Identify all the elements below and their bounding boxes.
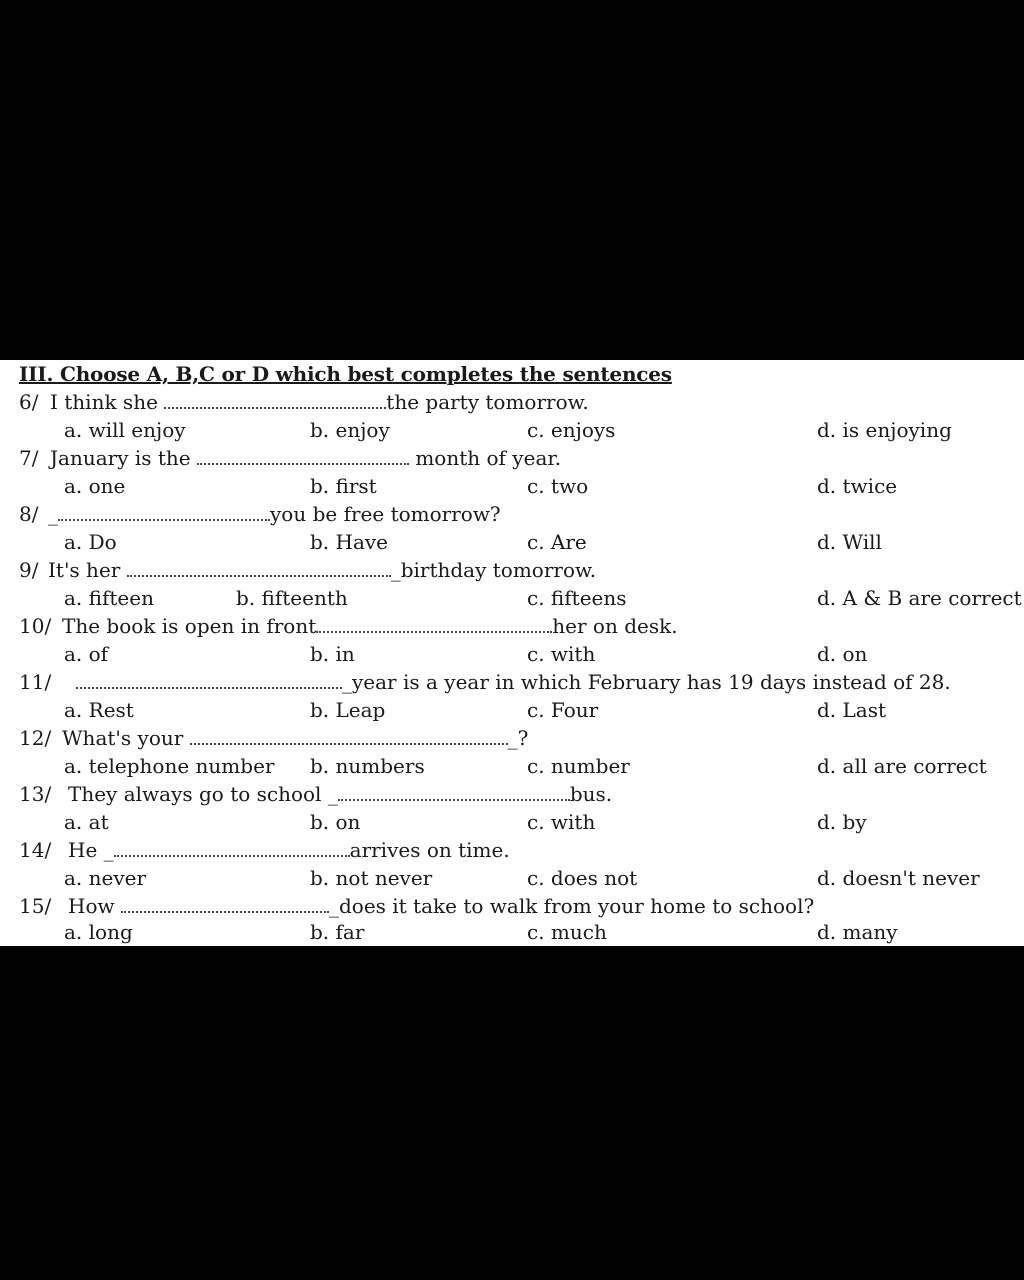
answer-blank: [338, 783, 570, 801]
option-b: b. enjoy: [310, 418, 390, 442]
option-b: b. numbers: [310, 754, 425, 778]
question-8: [0, 502, 1024, 529]
question-number: 13/: [19, 782, 52, 806]
option-b: b. not never: [310, 866, 433, 890]
question-number: 6/: [19, 390, 39, 414]
stem-after: her on desk.: [552, 614, 678, 638]
question-stem: [62, 614, 678, 638]
question-number: 8/: [19, 502, 39, 526]
stem-before: What's your: [62, 726, 184, 750]
question-12: [0, 726, 1024, 753]
stem-after: _year is a year in which February has 19 days instead of 28.: [342, 670, 951, 694]
option-b: b. Leap: [310, 698, 386, 722]
options-13: [0, 810, 1024, 837]
question-number: 11/: [19, 670, 52, 694]
option-a: a. fifteen: [64, 586, 154, 610]
option-c: c. does not: [527, 866, 638, 890]
option-d: d. Last: [817, 698, 887, 722]
stem-before: How: [68, 894, 115, 918]
stem-after: the party tomorrow.: [386, 390, 589, 414]
option-a: a. telephone number: [64, 754, 275, 778]
option-c: c. much: [527, 920, 607, 944]
option-b: b. first: [310, 474, 377, 498]
option-d: d. all are correct: [817, 754, 987, 778]
worksheet: [0, 360, 1024, 946]
question-stem: [50, 390, 589, 414]
option-a: a. at: [64, 810, 109, 834]
question-number: 14/: [19, 838, 52, 862]
question-stem: [62, 726, 528, 750]
option-d: d. doesn't never: [817, 866, 980, 890]
question-10: [0, 614, 1024, 641]
question-stem: [76, 670, 951, 694]
answer-blank: [127, 559, 391, 577]
option-b: b. Have: [310, 530, 389, 554]
question-stem: [68, 838, 510, 862]
question-stem: [48, 502, 501, 526]
stem-after: _?: [507, 726, 529, 750]
options-12: [0, 754, 1024, 781]
options-9: [0, 586, 1024, 613]
question-stem: [50, 446, 561, 470]
option-c: c. with: [527, 810, 596, 834]
stem-after: arrives on time.: [349, 838, 510, 862]
stem-before: I think she: [50, 390, 158, 414]
question-6: [0, 390, 1024, 417]
options-6: [0, 418, 1024, 445]
answer-blank: [164, 391, 386, 409]
option-a: a. Do: [64, 530, 117, 554]
option-a: a. of: [64, 642, 109, 666]
options-7: [0, 474, 1024, 501]
question-number: 10/: [19, 614, 52, 638]
answer-blank: [197, 447, 409, 465]
option-d: d. Will: [817, 530, 882, 554]
option-c: c. two: [527, 474, 589, 498]
question-number: 12/: [19, 726, 52, 750]
stem-after: _birthday tomorrow.: [390, 558, 597, 582]
options-15: [0, 920, 1024, 946]
option-a: a. Rest: [64, 698, 134, 722]
stem-before: He _: [68, 838, 114, 862]
stem-after: month of year.: [415, 446, 562, 470]
question-number: 15/: [19, 894, 52, 918]
option-d: d. twice: [817, 474, 898, 498]
option-c: c. Four: [527, 698, 599, 722]
options-8: [0, 530, 1024, 557]
option-a: a. never: [64, 866, 147, 890]
option-d: d. A & B are correct: [817, 586, 1022, 610]
question-number: 7/: [19, 446, 39, 470]
question-11: [0, 670, 1024, 697]
option-a: a. will enjoy: [64, 418, 186, 442]
question-15: [0, 894, 1024, 921]
section-title: III. Choose A, B,C or D which best completes the sentences: [19, 362, 672, 386]
option-b: b. on: [310, 810, 361, 834]
option-c: c. Are: [527, 530, 587, 554]
option-b: b. fifteenth: [236, 586, 348, 610]
option-c: c. with: [527, 642, 596, 666]
option-d: d. many: [817, 920, 898, 944]
stem-before: They always go to school _: [68, 782, 338, 806]
answer-blank: [58, 503, 270, 521]
answer-blank: [316, 615, 552, 633]
question-7: [0, 446, 1024, 473]
option-c: c. fifteens: [527, 586, 627, 610]
stem-after: bus.: [569, 782, 613, 806]
options-11: [0, 698, 1024, 725]
option-a: a. one: [64, 474, 126, 498]
option-a: a. long: [64, 920, 133, 944]
question-number: 9/: [19, 558, 39, 582]
answer-blank: [190, 727, 508, 745]
option-b: b. in: [310, 642, 355, 666]
options-14: [0, 866, 1024, 893]
question-stem: [48, 558, 596, 582]
option-d: d. by: [817, 810, 867, 834]
stem-after: you be free tomorrow?: [270, 502, 501, 526]
stem-before: It's her: [48, 558, 121, 582]
answer-blank: [76, 671, 342, 689]
question-stem: [68, 894, 814, 918]
option-c: c. number: [527, 754, 630, 778]
option-d: d. is enjoying: [817, 418, 952, 442]
question-13: [0, 782, 1024, 809]
stem-before: _: [48, 502, 58, 526]
answer-blank: [121, 895, 329, 913]
option-b: b. far: [310, 920, 365, 944]
options-10: [0, 642, 1024, 669]
stem-after: _does it take to walk from your home to school?: [328, 894, 815, 918]
question-9: [0, 558, 1024, 585]
answer-blank: [114, 839, 350, 857]
option-c: c. enjoys: [527, 418, 616, 442]
question-stem: [68, 782, 612, 806]
stem-before: January is the: [50, 446, 191, 470]
option-d: d. on: [817, 642, 868, 666]
stem-before: The book is open in front: [62, 614, 317, 638]
question-14: [0, 838, 1024, 865]
